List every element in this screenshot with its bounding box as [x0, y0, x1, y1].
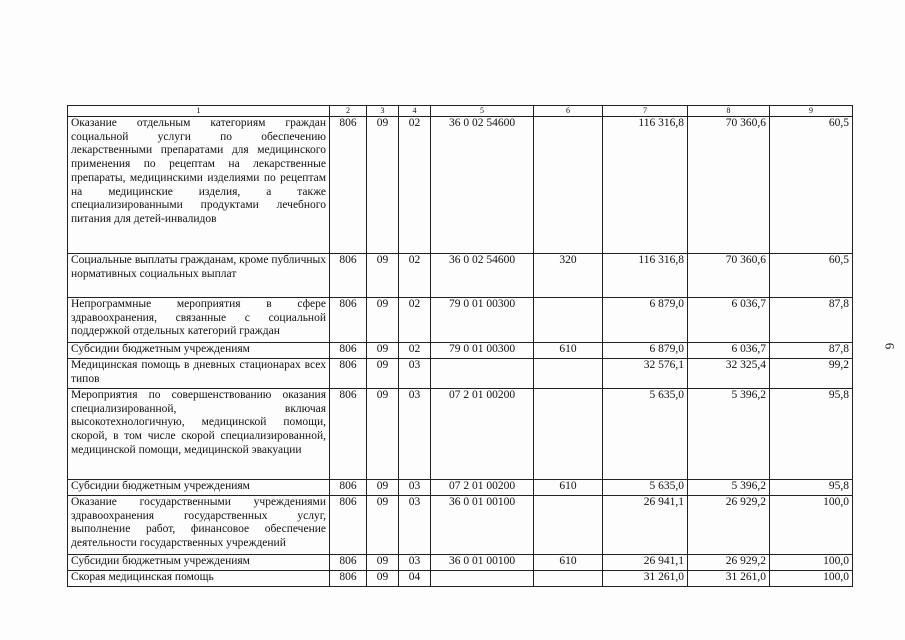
row-section: 09	[367, 389, 399, 480]
header-col-8: 8	[688, 106, 770, 117]
header-col-1: 1	[68, 106, 330, 117]
row-ministry-code: 806	[330, 555, 367, 571]
row-section: 09	[367, 254, 399, 298]
row-approved: 26 941,1	[603, 496, 688, 555]
header-row	[68, 106, 853, 117]
row-subsection: 03	[399, 359, 431, 389]
budget-table	[67, 105, 853, 587]
row-section: 09	[367, 496, 399, 555]
table-row	[68, 117, 853, 254]
row-name: Субсидии бюджетным учреждениям	[68, 480, 330, 496]
row-target-article: 36 0 02 54600	[431, 117, 534, 254]
row-percent: 99,2	[770, 359, 853, 389]
row-target-article: 36 0 01 00100	[431, 496, 534, 555]
row-expense-type	[534, 359, 603, 389]
row-expense-type	[534, 571, 603, 587]
row-section: 09	[367, 117, 399, 254]
row-approved: 6 879,0	[603, 298, 688, 343]
row-executed: 32 325,4	[688, 359, 770, 389]
row-approved: 31 261,0	[603, 571, 688, 587]
row-section: 09	[367, 571, 399, 587]
row-name: Субсидии бюджетным учреждениям	[68, 555, 330, 571]
table-row	[68, 480, 853, 496]
row-ministry-code: 806	[330, 359, 367, 389]
row-section: 09	[367, 480, 399, 496]
row-executed: 31 261,0	[688, 571, 770, 587]
row-subsection: 04	[399, 571, 431, 587]
header-col-3: 3	[367, 106, 399, 117]
table-row	[68, 343, 853, 359]
row-percent: 87,8	[770, 298, 853, 343]
table-row	[68, 555, 853, 571]
row-executed: 5 396,2	[688, 480, 770, 496]
page-number: 6	[882, 342, 898, 350]
row-ministry-code: 806	[330, 298, 367, 343]
row-target-article	[431, 359, 534, 389]
row-expense-type: 610	[534, 343, 603, 359]
row-expense-type: 320	[534, 254, 603, 298]
row-subsection: 03	[399, 480, 431, 496]
table-row	[68, 254, 853, 298]
header-col-9: 9	[770, 106, 853, 117]
row-ministry-code: 806	[330, 117, 367, 254]
row-name: Социальные выплаты гражданам, кроме публичных нормативных социальных выплат	[68, 254, 330, 298]
row-executed: 6 036,7	[688, 343, 770, 359]
row-name: Мероприятия по совершенствованию оказания специализированной, включая высокотехнологичную, медицинской помощи, скорой, в том числе скорой специализированной, медицинской помощи, медицинской эвакуации	[68, 389, 330, 480]
row-expense-type	[534, 496, 603, 555]
row-ministry-code: 806	[330, 343, 367, 359]
row-approved: 116 316,8	[603, 117, 688, 254]
row-section: 09	[367, 555, 399, 571]
row-subsection: 02	[399, 343, 431, 359]
row-name: Оказание государственными учреждениями здравоохранения государственных услуг, выполнение работ, финансовое обеспечение деятельности государственных учреждений	[68, 496, 330, 555]
row-approved: 26 941,1	[603, 555, 688, 571]
row-executed: 70 360,6	[688, 254, 770, 298]
row-target-article: 79 0 01 00300	[431, 298, 534, 343]
table-row	[68, 571, 853, 587]
row-approved: 5 635,0	[603, 480, 688, 496]
row-executed: 26 929,2	[688, 555, 770, 571]
row-target-article: 07 2 01 00200	[431, 480, 534, 496]
row-name: Оказание отдельным категориям граждан социальной услуги по обеспечению лекарственными препаратами для медицинского применения по рецептам на лекарственные препараты, медицинскими изделиями по рецептам на медицинские изделия, а также специализированными продуктами лечебного питания для детей-инвалидов	[68, 117, 330, 254]
row-target-article: 36 0 01 00100	[431, 555, 534, 571]
row-section: 09	[367, 298, 399, 343]
row-subsection: 02	[399, 254, 431, 298]
table-row	[68, 389, 853, 480]
row-subsection: 03	[399, 389, 431, 480]
row-target-article: 07 2 01 00200	[431, 389, 534, 480]
row-ministry-code: 806	[330, 480, 367, 496]
row-name: Скорая медицинская помощь	[68, 571, 330, 587]
table-row	[68, 496, 853, 555]
row-ministry-code: 806	[330, 389, 367, 480]
row-approved: 116 316,8	[603, 254, 688, 298]
row-expense-type	[534, 117, 603, 254]
row-target-article	[431, 571, 534, 587]
row-section: 09	[367, 359, 399, 389]
row-expense-type: 610	[534, 555, 603, 571]
row-ministry-code: 806	[330, 254, 367, 298]
row-expense-type: 610	[534, 480, 603, 496]
row-percent: 100,0	[770, 496, 853, 555]
header-col-5: 5	[431, 106, 534, 117]
row-ministry-code: 806	[330, 496, 367, 555]
row-executed: 26 929,2	[688, 496, 770, 555]
row-name: Непрограммные мероприятия в сфере здравоохранения, связанные с социальной поддержкой отдельных категорий граждан	[68, 298, 330, 343]
table-row	[68, 359, 853, 389]
row-executed: 5 396,2	[688, 389, 770, 480]
header-col-6: 6	[534, 106, 603, 117]
row-approved: 5 635,0	[603, 389, 688, 480]
header-col-7: 7	[603, 106, 688, 117]
header-col-4: 4	[399, 106, 431, 117]
row-target-article: 36 0 02 54600	[431, 254, 534, 298]
row-executed: 6 036,7	[688, 298, 770, 343]
header-col-2: 2	[330, 106, 367, 117]
row-subsection: 03	[399, 555, 431, 571]
row-target-article: 79 0 01 00300	[431, 343, 534, 359]
row-approved: 6 879,0	[603, 343, 688, 359]
row-percent: 60,5	[770, 254, 853, 298]
row-percent: 95,8	[770, 480, 853, 496]
row-subsection: 02	[399, 298, 431, 343]
table-row	[68, 298, 853, 343]
row-name: Медицинская помощь в дневных стационарах всех типов	[68, 359, 330, 389]
row-expense-type	[534, 389, 603, 480]
row-ministry-code: 806	[330, 571, 367, 587]
row-percent: 100,0	[770, 571, 853, 587]
row-subsection: 02	[399, 117, 431, 254]
row-section: 09	[367, 343, 399, 359]
row-percent: 60,5	[770, 117, 853, 254]
row-approved: 32 576,1	[603, 359, 688, 389]
row-expense-type	[534, 298, 603, 343]
row-name: Субсидии бюджетным учреждениям	[68, 343, 330, 359]
row-percent: 87,8	[770, 343, 853, 359]
row-executed: 70 360,6	[688, 117, 770, 254]
row-subsection: 03	[399, 496, 431, 555]
row-percent: 95,8	[770, 389, 853, 480]
row-percent: 100,0	[770, 555, 853, 571]
